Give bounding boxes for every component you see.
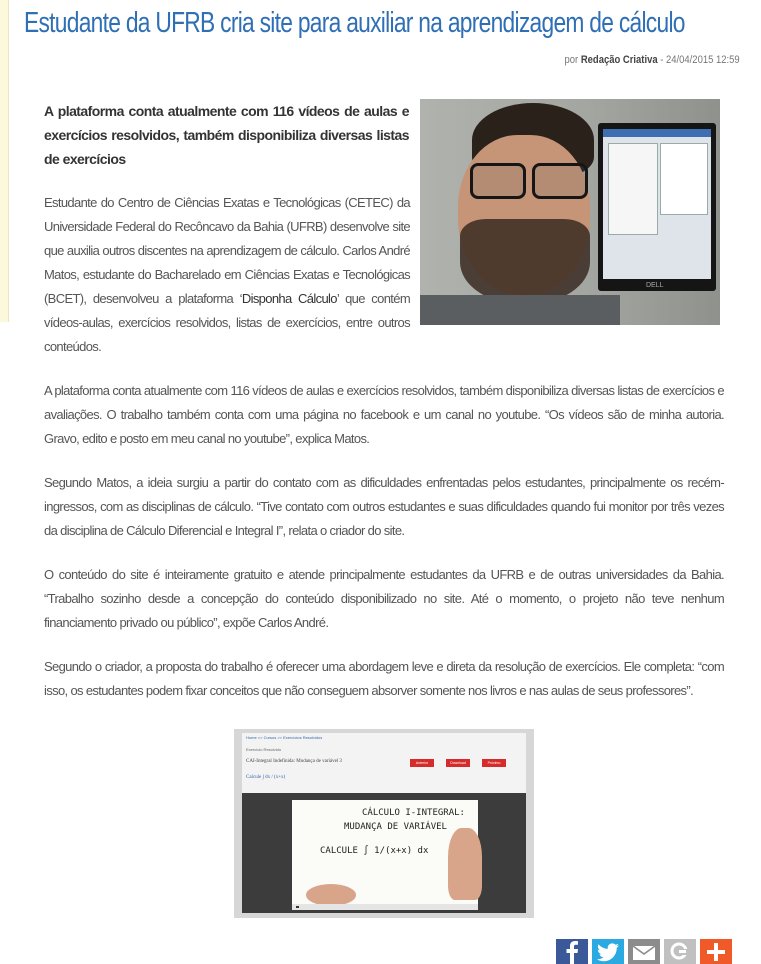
article-paragraph-4: O conteúdo do site é inteiramente gratuito e atende principalmente estudantes da UFRB e de outras universidades da Bahia. “Trabalho sozinho desde a concepção do conteúdo disponibilizado no site. Até o momento, o projeto não teve nenhum financiamento privado ou público”, expõe Carlos André. [44,567,724,630]
shot-button-next: Próximo [482,759,506,767]
shot-subheading: Exercício Resolvido [246,747,282,752]
byline-author[interactable]: Redação Criativa [581,54,658,66]
shot-breadcrumb: Home >> Cursos >> Exercícios Resolvidos [246,735,323,740]
article-paragraph-1 [44,191,410,359]
article-byline [565,54,740,66]
article-paragraph-3: Segundo Matos, a ideia surgiu a partir do contato com as dificuldades enfrentadas pelos estudantes, principalmente os recém-ingressos, com as disciplinas de cálculo. “Tive contato com outros estudantes e suas dificuldades quando fui monitor por três vezes da disciplina de Cálculo Diferencial e Integral I”, relata o criador do site. [44,475,724,538]
google-plus-icon [664,939,696,964]
google-plus-share-button[interactable] [664,939,696,964]
facebook-share-button[interactable] [556,939,588,964]
more-share-button[interactable] [700,939,732,964]
shot-lesson-title: CAI-Integral Indefinida: Mudança de variável 3 [246,759,342,764]
p1-text-after: ’ que contém vídeos-aulas, exercícios resolvidos, listas de exercícios, entre outros conteúdos. [44,291,410,354]
article-paragraph-2: A plataforma conta atualmente com 116 vídeos de aulas e exercícios resolvidos, também disponibiliza diversas listas de exercícios e avaliações. O trabalho também conta com uma página no facebook e um canal no youtube. “Os vídeos são de minha autoria. Gravo, edito e posto em meu canal no youtube”, explica Matos. [44,383,724,446]
shot-button-download: Download [446,759,470,767]
author-photo: DELL [420,99,720,325]
byline-prefix: por [564,54,579,66]
email-share-button[interactable] [628,939,660,964]
more-plus-icon [700,939,732,964]
site-screenshot-image [234,729,534,918]
board-line-2: MUDANÇA DE VARIÁVEL [344,822,447,832]
hand-fist [306,884,356,906]
disponha-calculo-link[interactable]: Disponha Cálculo [241,291,337,306]
article-lead: A plataforma conta atualmente com 116 vídeos de aulas e exercícios resolvidos, também disponibiliza diversas listas de exercícios [44,103,409,167]
shot-button-previous: Anterior [410,759,434,767]
article-paragraph-5: Segundo o criador, a proposta do trabalho é oferecer uma abordagem leve e direta da resolução de exercícios. Ele completa: “com isso, os estudantes podem fixar conceitos que não conseguem absorver somente nos livros e nas aulas de seus professores”. [44,659,724,698]
facebook-icon [556,939,588,964]
twitter-icon [592,939,624,964]
board-line-3: CALCULE ∫ 1/(x+x) dx [320,846,429,856]
hand-finger [448,828,482,900]
p1-text-before: Estudante do Centro de Ciências Exatas e Tecnológicas (CETEC) da Universidade Federal do Recôncavo da Bahia (UFRB) desenvolve site que auxilia outros discentes na aprendizagem de cálculo. Carlos André Matos, estudante do Bacharelado em Ciências Exatas e Tecnológicas (BCET), desenvolveu a plataforma ‘ [44,195,410,306]
article-title: Estudante da UFRB cria site para auxiliar na aprendizagem de cálculo [24,7,685,39]
byline-datetime: 24/04/2015 12:59 [666,54,740,66]
left-side-strip [0,0,9,322]
email-icon [628,939,660,964]
byline-separator: - [657,54,667,66]
whiteboard [292,800,478,904]
twitter-share-button[interactable] [592,939,624,964]
shot-calc-label: Calcule ∫ dx / (x+x) [246,775,286,780]
video-controls [292,904,478,910]
board-line-1: CÁLCULO I-INTEGRAL: [362,808,465,818]
